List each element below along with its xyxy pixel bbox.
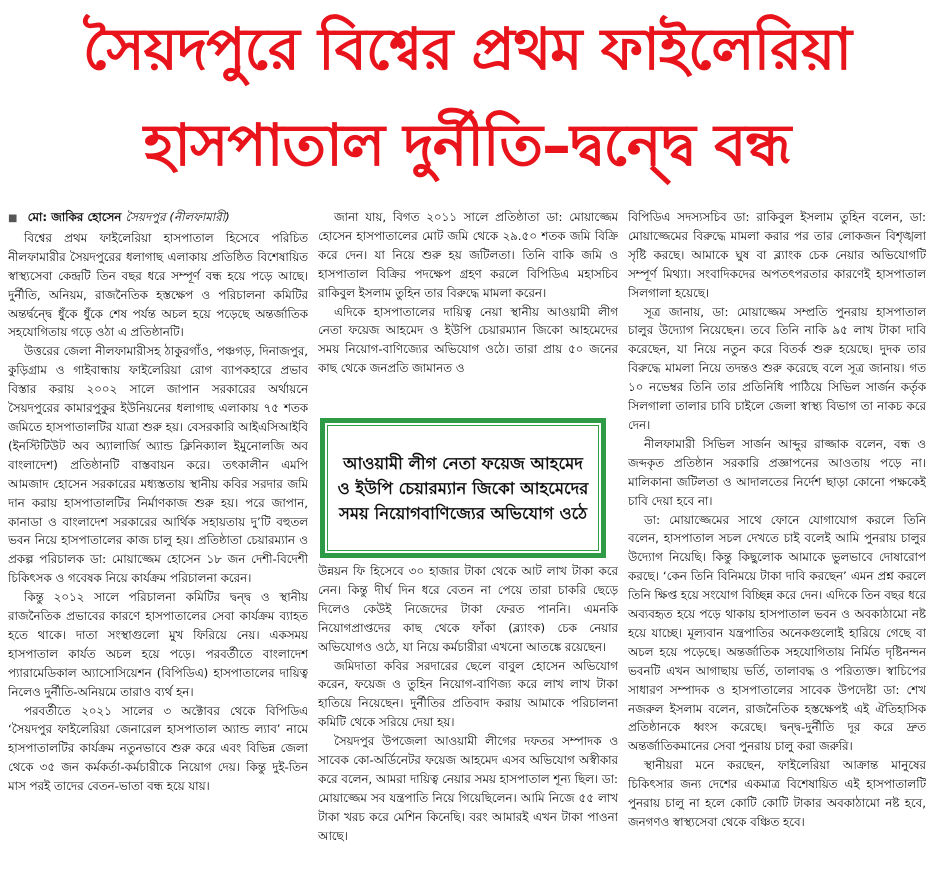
paragraph: বিশ্বের প্রথম ফাইলেরিয়া হাসপাতাল হিসেবে পরিচিত নীলফামারীর সৈয়দপুরের ধলাগাছ এলাকায় প্রতিষ্ঠিত বিশেষায়িত স্বাস্থ্যসেবা কেন্দ্রটি তিন বছর ধরে সম্পূর্ণ বন্ধ হয়ে পড়ে আছে। দুর্নীতি, অনিয়ম, রাজনৈতিক হস্তক্ষেপ ও পরিচালনা কমিটির অন্তর্দ্বন্দ্বে ধুঁকে ধুঁকে শেষ পর্যন্ত অচল হয়ে পড়েছে অন্তর্জাতিক সহযোগিতায় গড়ে ওঠা এ প্রতিষ্ঠানটি। bbox=[8, 230, 308, 340]
column-2-lower bbox=[318, 562, 618, 888]
headline-line-1: সৈয়দপুরে বিশ্বের প্রথম ফাইলেরিয়া bbox=[82, 15, 852, 83]
paragraph: পরবর্তীতে ২০২১ সালের ৩ অক্টোবর থেকে বিপিডিএ ‘সৈয়দপুর ফাইলেরিয়া জেনারেল হাসপাতাল অ্যান্ড ল্যাব’ নামে হাসপাতালটির কার্যক্রম নতুনভাবে শুরু করে এবং বিভিন্ন জেলা থেকে ৩৫ জন কর্মকর্তা-কর্মচারীকে নিয়োগ দেয়। কিন্তু দুই-তিন মাস পরই তাদের বেতন-ভাতা বন্ধ হয়ে যায়। bbox=[8, 703, 308, 794]
headline bbox=[0, 0, 934, 200]
paragraph: জমিদাতা কবির সরদারের ছেলে বাবুল হোসেন অভিযোগ করেন, ফয়েজ ও তুহিন নিয়োগ-বাণিজ্য করে লাখ লাখ টাকা হাতিয়ে নিয়েছেন। দুর্নীতির প্রতিবাদ করায় আমাকে পরিচালনা কমিটি থেকে সরিয়ে দেয়া হয়। bbox=[318, 658, 618, 730]
pull-quote-text: আওয়ামী লীগ নেতা ফয়েজ আহমেদ ও ইউপি চেয়ারম্যান জিকো আহমেদের সময় নিয়োগবাণিজ্যের অভিযোগ ওঠে bbox=[337, 453, 589, 523]
paragraph: ডা: মোয়াজ্জেমের সাথে ফোনে যোগাযোগ করলে তিনি বলেন, হাসপাতাল সচল দেখতে চাই বলেই আমি পুনরায় চালুর উদ্যোগ নিয়েছি। কিন্তু কিছুলোক আমাকে ভুলভাবে দোষারোপ করছে। ‘কেন তিনি বিনিময়ে টাকা দাবি করছেন’ এমন প্রশ্ন করলে তিনি ক্ষিপ্ত হয়ে সংযোগ বিচ্ছিন্ন করে দেন। এদিকে তিন বছর ধরে অব্যবহৃত হয়ে পড়ে থাকায় হাসপাতাল ভবন ও অবকাঠামো নষ্ট হয়ে যাচ্ছে। মূল্যবান যন্ত্রপাতির অনেকগুলোই হারিয়ে গেছে বা অচল হয়ে পড়েছে। অন্তর্জাতিক সহযোগিতায় নির্মিত দৃষ্টিনন্দন ভবনটি এখন আগাছায় ভর্তি, তালাবদ্ধ ও পরিত্যক্ত। স্বাচিপের সাধারণ সম্পাদক ও হাসপাতালের সাবেক উপদেষ্টা ডা: শেখ নজরুল ইসলাম বলেন, রাজনৈতিক হস্তক্ষেপই এই ঐতিহাসিক প্রতিষ্ঠানকে ধ্বংস করেছে। দ্বন্দ্ব-দুর্নীতি দূর করে দ্রুত অন্তর্জাতিকমানের সেবা পুনরায় চালু করা জরুরি। bbox=[628, 512, 926, 754]
article-column-1 bbox=[8, 208, 308, 888]
paragraph: জানা যায়, বিগত ২০১১ সালে প্রতিষ্ঠাতা ডা: মোয়াজ্জেম হোসেন হাসপাতালের মোট জমি থেকে ২৯.৫০ শতক জমি বিক্রি করে দেন। যা নিয়ে শুরু হয় জটিলতা। তিনি বাকি জমি ও হাসপাতাল বিক্রির পদক্ষেপ গ্রহণ করলে বিপিডিএ মহাসচিব রাকিবুল ইসলাম তুহিন তার বিরুদ্ধে মামলা করেন। bbox=[318, 210, 618, 300]
headline-line-2: হাসপাতাল দুর্নীতি–দ্বন্দ্বে বন্ধ bbox=[143, 111, 791, 179]
byline bbox=[8, 208, 308, 229]
paragraph: সৈয়দপুর উপজেলা আওয়ামী লীগের দফতর সম্পাদক ও সাবেক কো-অর্ডিনেটর ফয়েজ আহমেদ এসব অভিযোগ অস্বীকার করে বলেন, আমরা দায়িত্ব নেয়ার সময় হাসপাতাল শূন্য ছিল। ডা: মোয়াজ্জেম সব যন্ত্রপাতি নিয়ে গিয়েছিলেন। আমি নিজে ৫৫ লাখ টাকা খরচ করে মেশিন কিনেছি। বরং আমারই এখন টাকা পাওনা আছে। bbox=[318, 734, 618, 843]
paragraph: সূত্র জানায়, ডা: মোয়াজ্জেম সম্প্রতি পুনরায় হাসপাতাল চালুর উদ্যোগ নিয়েছেন। তবে তিনি নাকি ৯৫ লাখ টাকা দাবি করেছেন, যা নিয়ে নতুন করে বিতর্ক শুরু হয়েছে। দুদক তার বিরুদ্ধে মামলা নিয়ে তদন্তও শুরু করেছে বলে সূত্র জানায়। গত ১০ নভেম্বর তিনি তার প্রতিনিধি পাঠিয়ে সিভিল সার্জন কর্তৃক সিলগালা তালার চাবি চাইলে জেলা স্বাস্থ্য বিভাগ তা নাকচ করে দেন। bbox=[628, 304, 926, 432]
pull-quote-box bbox=[320, 418, 606, 558]
byline-author: মো: জাকির হোসেন bbox=[27, 210, 122, 224]
paragraph: স্থানীয়রা মনে করছেন, ফাইলেরিয়া আক্রান্ত মানুষের চিকিৎসার জন্য দেশের একমাত্র বিশেষায়িত এই হাসপাতালটি পুনরায় চালু না হলে কোটি কোটি টাকার অবকাঠামো নষ্ট হবে, জনগণও স্বাস্থ্যসেবা থেকে বঞ্চিত হবে। bbox=[628, 758, 926, 829]
column-2-upper bbox=[318, 208, 618, 398]
byline-place: সৈয়দপুর (নীলফামারী) bbox=[125, 210, 230, 224]
paragraph: বিপিডিএ সদস্যসচিব ডা: রাকিবুল ইসলাম তুহিন বলেন, ডা: মোয়াজ্জেমের বিরুদ্ধে মামলা করার পর তার লোকজন বিশৃঙ্খলা সৃষ্টি করছে। আমাকে ঘুষ বা ব্ল্যাংক চেক নেয়ার অভিযোগটি সম্পূর্ণ মিথ্যা। সংবাদিকদের অপতৎপরতার কারণেই হাসপাতাল সিলগালা হয়েছে। bbox=[628, 210, 926, 300]
paragraph: কিন্তু ২০১২ সালে পরিচালনা কমিটির দ্বন্দ্ব ও স্থানীয় রাজনৈতিক প্রভাবের কারণে হাসপাতালের সেবা কার্যক্রম ব্যাহত হতে থাকে। দাতা সংস্থাগুলো মুখ ফিরিয়ে নেয়। একসময় হাসপাতাল কার্যত অচল হয়ে পড়ে। পরবর্তীতে বাংলাদেশ প্যারামেডিকাল অ্যাসোসিয়েশন (বিপিডিএ) হাসপাতালের দায়িত্ব নিলেও দুর্নীতি-অনিয়মে তারাও ব্যর্থ হন। bbox=[8, 590, 308, 699]
bullet-icon: ■ bbox=[8, 213, 18, 224]
paragraph: উন্নয়ন ফি হিসেবে ৩০ হাজার টাকা থেকে আট লাখ টাকা করে নেন। কিন্তু দীর্ঘ দিন ধরে বেতন না পেয়ে তারা চাকরি ছেড়ে দিলেও কেউই নিজেদের টাকা ফেরত পাননি। এমনকি নিয়োগপ্রাপ্তদের কাছ থেকে ফাঁকা (ব্ল্যাংক) চেক নেয়ার অভিযোগও ওঠে, যা নিয়ে কর্মচারীরা এখনো আতঙ্কে রয়েছেন। bbox=[318, 564, 618, 654]
paragraph: নীলফামারী সিভিল সার্জন আব্দুর রাজ্জাক বলেন, বন্ধ ও জব্দকৃত প্রতিষ্ঠান সরকারি প্রজ্ঞাপনের আওতায় পড়ে না। মালিকানা জটিলতা ও আদালতের নির্দেশ ছাড়া কোনো পক্ষকেই চাবি দেয়া হবে না। bbox=[628, 436, 926, 508]
paragraph: এদিকে হাসপাতালের দায়িত্ব নেয়া স্থানীয় আওয়ামী লীগ নেতা ফয়েজ আহমেদ ও ইউপি চেয়ারম্যান জিকো আহমেদের সময় নিয়োগ-বাণিজ্যের অভিযোগ ওঠে। তারা প্রায় ৫০ জনের কাছ থেকে জনপ্রতি জামানত ও bbox=[318, 304, 618, 376]
article-column-3 bbox=[628, 208, 926, 888]
paragraph: উত্তরের জেলা নীলফামারীসহ ঠাকুরগাঁও, পঞ্চগড়, দিনাজপুর, কুড়িগ্রাম ও গাইবান্ধায় ফাইলেরিয়া রোগ ব্যাপকহারে প্রভাব বিস্তার করায় ২০০২ সালে জাপান সরকারের অর্থায়নে সৈয়দপুরের কামারপুকুর ইউনিয়নের ধলাগাছ এলাকায় ৭৫ শতক জমিতে হাসপাতালটির যাত্রা শুরু হয়। বেসরকারি আইএসিআইবি (ইনস্টিটিউট অব অ্যালার্জি অ্যান্ড ক্লিনিক্যাল ইমুনোলজি অব বাংলাদেশ) প্রতিষ্ঠানটি বাস্তবায়ন করে। তৎকালীন এমপি আমজাদ হোসেন সরকারের মধ্যস্ততায় স্থানীয় কবির সরদার জমি দান করায় হাসপাতালটির নির্মাণকাজ শুরু হয়। পরে জাপান, কানাডা ও বাংলাদেশ সরকারের আর্থিক সহায়তায় দু’টি বহুতল ভবন নিয়ে হাসপাতালের কাজ চালু হয়। প্রতিষ্ঠাতা চেয়ারম্যান ও প্রকল্প পরিচালক ডা: মোয়াজ্জেম হোসেন ১৮ জন দেশী-বিদেশী চিকিৎসক ও গবেষক নিয়ে কার্যক্রম পরিচালনা করেন। bbox=[8, 344, 308, 586]
